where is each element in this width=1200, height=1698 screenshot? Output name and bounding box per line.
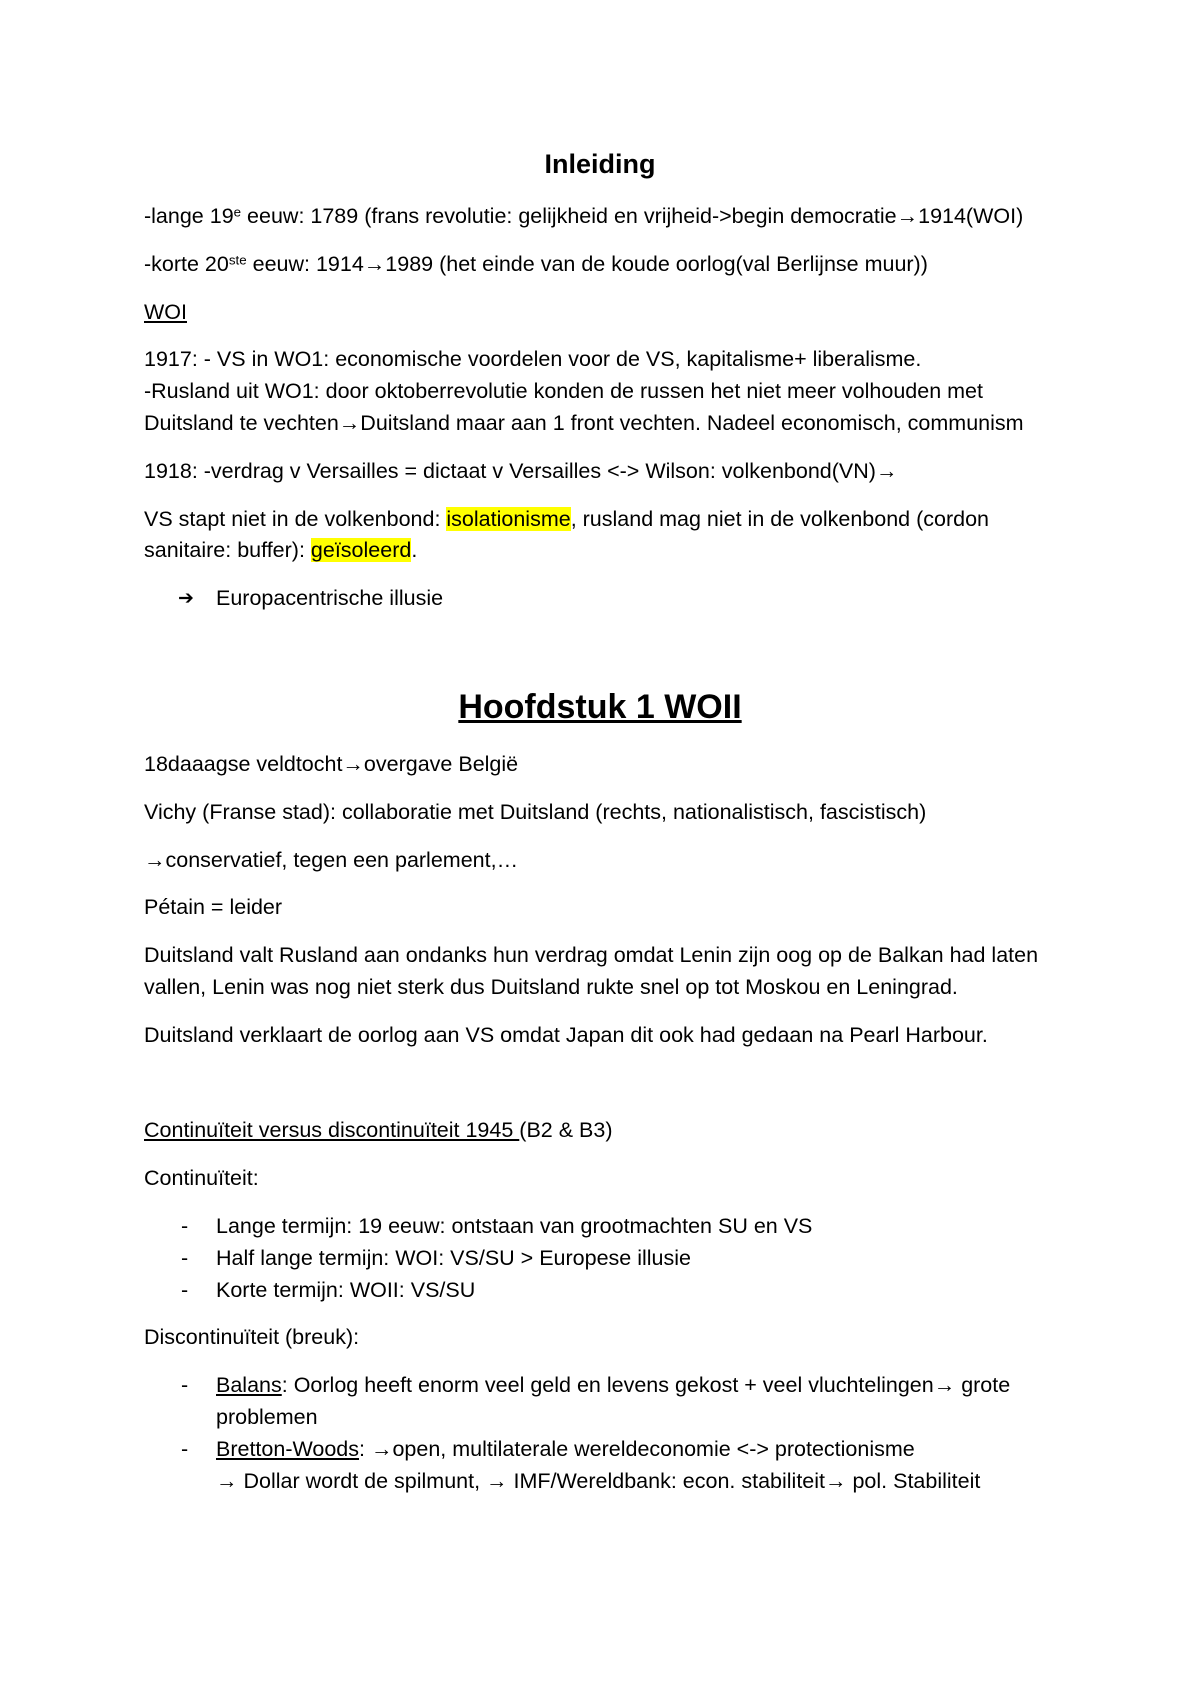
paragraph-line: -Rusland uit WO1: door oktoberrevolutie konden de russen het niet meer volhouden met bbox=[144, 379, 983, 404]
list-item-text: Lange termijn: 19 eeuw: ontstaan van grootmachten SU en VS bbox=[216, 1213, 813, 1238]
list-item-text: : →open, multilaterale wereldeconomie <-> protectionisme bbox=[359, 1436, 915, 1461]
list-item-term: Bretton-Woods bbox=[216, 1436, 360, 1461]
list-bullet: - bbox=[181, 1436, 189, 1461]
subheading-reference: (B2 & B3) bbox=[519, 1118, 613, 1143]
conclusion-text: Europacentrische illusie bbox=[216, 586, 444, 611]
list-item bbox=[181, 1243, 1200, 1275]
paragraph-volkenbond bbox=[144, 504, 1200, 568]
list-bullet: - bbox=[181, 1373, 189, 1398]
list-item-line bbox=[181, 1370, 1200, 1402]
list-item-text: Half lange termijn: WOI: VS/SU > Europese illusie bbox=[216, 1245, 691, 1270]
highlighted-term: geïsoleerd bbox=[310, 538, 412, 563]
empty-paragraph bbox=[144, 1068, 1200, 1100]
paragraph-text: eeuw: 1789 (frans revolutie: gelijkheid en vrijheid->begin democratie→1914(WOI) bbox=[241, 204, 1024, 228]
paragraph-line: vallen, Lenin was nog niet sterk dus Duitsland rukte snel op tot Moskou en Leningrad. bbox=[144, 974, 958, 999]
paragraph-line bbox=[144, 535, 1200, 567]
list-bullet: - bbox=[181, 1277, 189, 1302]
subheading-woi-text: WOI bbox=[144, 299, 187, 324]
superscript-text: ste bbox=[228, 252, 247, 268]
document-body bbox=[0, 146, 1200, 1513]
list-item-text: : Oorlog heeft enorm veel geld en levens gekost + veel vluchtelingen→ grote bbox=[281, 1373, 1011, 1398]
list-bullet: - bbox=[181, 1245, 189, 1270]
list-item-bretton-woods bbox=[181, 1434, 1200, 1498]
paragraph-vichy: Vichy (Franse stad): collaboratie met Duitsland (rechts, nationalistisch, fascistisch) bbox=[144, 799, 927, 824]
label-continuiteit: Continuïteit: bbox=[144, 1166, 259, 1191]
list-item-balans bbox=[181, 1370, 1200, 1434]
paragraph-line: 1917: - VS in WO1: economische voordelen voor de VS, kapitalisme+ liberalisme. bbox=[144, 347, 922, 372]
subheading-underlined-text: Continuïteit versus discontinuïteit 1945 bbox=[144, 1118, 520, 1143]
label-discontinuiteit: Discontinuïteit (breuk): bbox=[144, 1325, 360, 1350]
paragraph-line: Duitsland te vechten→Duitsland maar aan 1 front vechten. Nadeel economisch, communism bbox=[144, 410, 1024, 435]
paragraph-1918: 1918: -verdrag v Versailles = dictaat v Versailles <-> Wilson: volkenbond(VN)→ bbox=[144, 458, 898, 483]
section-title-inleiding: Inleiding bbox=[544, 149, 656, 179]
paragraph-text: , rusland mag niet in de volkenbond (cordon bbox=[570, 506, 990, 531]
paragraph-text: . bbox=[411, 538, 418, 563]
paragraph-korte-20ste-eeuw bbox=[144, 249, 1200, 281]
paragraph-line bbox=[144, 504, 1200, 536]
paragraph-text: eeuw: 1914→1989 (het einde van de koude oorlog(val Berlijnse muur)) bbox=[246, 251, 928, 276]
list-bullet: - bbox=[181, 1213, 189, 1238]
list-item bbox=[181, 1211, 1200, 1243]
paragraph-petain: Pétain = leider bbox=[144, 895, 283, 920]
list-item-line bbox=[181, 1434, 1200, 1466]
paragraph-lange-19e-eeuw bbox=[144, 201, 1200, 233]
arrow-bullet-icon: ➔ bbox=[178, 587, 194, 610]
paragraph-conservatief: →conservatief, tegen een parlement,… bbox=[144, 847, 519, 872]
continuiteit-list bbox=[0, 1211, 1200, 1306]
list-item-line: → Dollar wordt de spilmunt, → IMF/Wereldbank: econ. stabiliteit→ pol. Stabiliteit bbox=[216, 1468, 981, 1493]
paragraph-text: sanitaire: buffer): bbox=[144, 538, 311, 563]
paragraph-oorlogsverklaring: Duitsland verklaart de oorlog aan VS omdat Japan dit ook had gedaan na Pearl Harbour. bbox=[144, 1022, 988, 1047]
list-item-term: Balans bbox=[216, 1373, 282, 1398]
list-item-text: Korte termijn: WOII: VS/SU bbox=[216, 1277, 476, 1302]
paragraph-text: -korte 20 bbox=[144, 251, 229, 276]
subheading-woi bbox=[144, 297, 1200, 329]
highlighted-term: isolationisme bbox=[446, 506, 571, 531]
chapter-title bbox=[0, 685, 1200, 729]
discontinuiteit-list bbox=[0, 1370, 1200, 1497]
paragraph-1917 bbox=[144, 344, 1200, 439]
paragraph-line: Duitsland valt Rusland aan ondanks hun verdrag omdat Lenin zijn oog op de Balkan had laten bbox=[144, 943, 1039, 968]
list-item bbox=[181, 1275, 1200, 1307]
paragraph-rusland bbox=[144, 940, 1200, 1004]
paragraph-text: VS stapt niet in de volkenbond: bbox=[144, 506, 447, 531]
subheading-continuiteit bbox=[144, 1115, 1200, 1147]
list-item-line: problemen bbox=[216, 1404, 318, 1429]
conclusion-bullet bbox=[178, 583, 1200, 615]
chapter-title-text: Hoofdstuk 1 WOII bbox=[458, 687, 742, 726]
paragraph-veldtocht: 18daaagse veldtocht→overgave België bbox=[144, 751, 519, 776]
superscript-text: e bbox=[233, 204, 242, 220]
paragraph-text: -lange 19 bbox=[144, 204, 234, 228]
